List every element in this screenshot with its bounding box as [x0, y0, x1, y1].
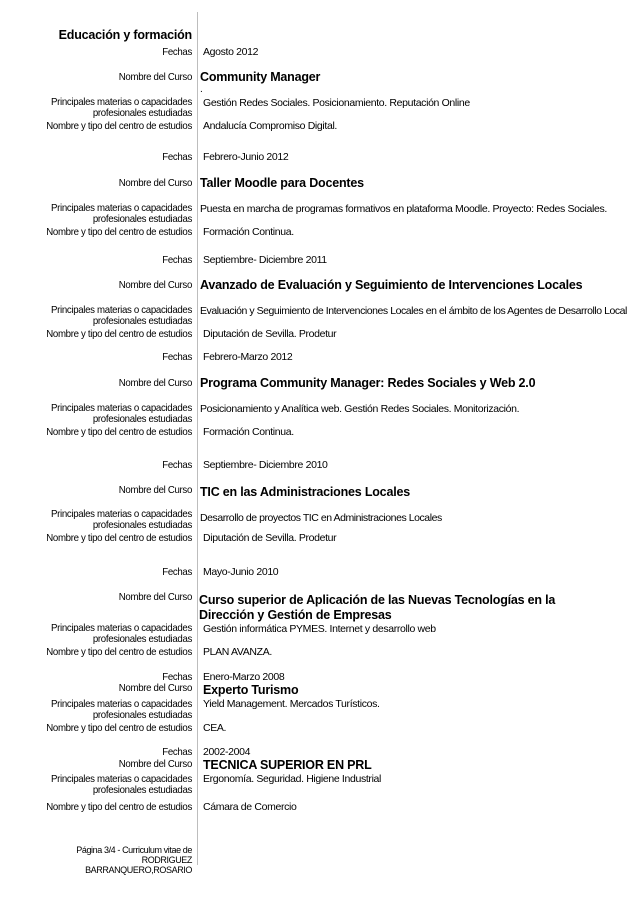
centro-label: Nombre y tipo del centro de estudios	[46, 722, 192, 734]
materias-value: Gestión Redes Sociales. Posicionamiento. Reputación Online	[203, 97, 470, 109]
fechas-label: Fechas	[162, 151, 192, 163]
centro-value: Cámara de Comercio	[203, 801, 297, 813]
materias-value: Desarrollo de proyectos TIC en Administraciones Locales	[200, 512, 442, 524]
materias-label: Principales materias o capacidades profesionales estudiadas	[50, 402, 192, 425]
centro-value: Diputación de Sevilla. Prodetur	[203, 532, 337, 544]
fechas-label: Fechas	[162, 459, 192, 471]
fechas-label: Fechas	[162, 46, 192, 58]
centro-label: Nombre y tipo del centro de estudios	[46, 532, 192, 544]
fechas-label: Fechas	[162, 746, 192, 758]
materias-value: Ergonomía. Seguridad. Higiene Industrial	[203, 773, 382, 785]
section-title: Educación y formación	[58, 28, 192, 42]
centro-label: Nombre y tipo del centro de estudios	[46, 646, 192, 658]
materias-label: Principales materias o capacidades profesionales estudiadas	[50, 202, 192, 225]
page-footer	[40, 845, 192, 875]
centro-label: Nombre y tipo del centro de estudios	[46, 328, 192, 340]
fechas-value: Septiembre- Diciembre 2011	[203, 254, 327, 266]
materias-label: Principales materias o capacidades profesionales estudiadas	[50, 622, 192, 645]
materias-value: Puesta en marcha de programas formativos en plataforma Moodle. Proyecto: Redes Sociales.	[200, 203, 607, 215]
centro-label: Nombre y tipo del centro de estudios	[46, 426, 192, 438]
materias-value: Evaluación y Seguimiento de Intervenciones Locales en el ámbito de los Agentes de Desarrollo Local	[200, 305, 627, 317]
fechas-label: Fechas	[162, 351, 192, 363]
materias-label: Principales materias o capacidades profesionales estudiadas	[50, 96, 192, 119]
fechas-value: Febrero-Junio 2012	[203, 151, 289, 163]
materias-value: Posicionamiento y Analítica web. Gestión Redes Sociales. Monitorización.	[200, 403, 520, 415]
curso-label: Nombre del Curso	[118, 682, 192, 694]
curso-label: Nombre del Curso	[118, 279, 192, 291]
materias-label: Principales materias o capacidades profesionales estudiadas	[50, 698, 192, 721]
centro-label: Nombre y tipo del centro de estudios	[46, 120, 192, 132]
curso-label: Nombre del Curso	[118, 591, 192, 603]
materias-label: Principales materias o capacidades profesionales estudiadas	[50, 304, 192, 327]
fechas-value: Enero-Marzo 2008	[203, 671, 285, 683]
curso-title: Community Manager	[200, 70, 321, 84]
curso-title: TIC en las Administraciones Locales	[200, 485, 410, 499]
centro-value: Diputación de Sevilla. Prodetur	[203, 328, 337, 340]
centro-value: CEA.	[203, 722, 227, 734]
centro-value: Andalucía Compromiso Digital.	[203, 120, 337, 132]
fechas-value: Febrero-Marzo 2012	[203, 351, 293, 363]
column-divider	[197, 12, 198, 865]
curso-label: Nombre del Curso	[118, 377, 192, 389]
curso-title: Programa Community Manager: Redes Sociales y Web 2.0	[200, 376, 536, 390]
curso-title: Taller Moodle para Docentes	[200, 176, 364, 190]
materias-value: Yield Management. Mercados Turísticos.	[203, 698, 380, 710]
fechas-label: Fechas	[162, 566, 192, 578]
curso-title: Curso superior de Aplicación de las Nuevas Tecnologías en la Dirección y Gestión de Empresas	[199, 593, 556, 622]
curso-title: TECNICA SUPERIOR EN PRL	[203, 758, 372, 772]
curso-title: Experto Turismo	[203, 683, 299, 697]
materias-label: Principales materias o capacidades profesionales estudiadas	[50, 508, 192, 531]
fechas-label: Fechas	[162, 671, 192, 683]
footer-author: RODRIGUEZ BARRANQUERO,ROSARIO	[85, 855, 192, 875]
curso-label: Nombre del Curso	[118, 71, 192, 83]
fechas-label: Fechas	[162, 254, 192, 266]
centro-value: Formación Continua.	[203, 426, 294, 438]
curso-title: Avanzado de Evaluación y Seguimiento de Intervenciones Locales	[200, 278, 583, 292]
centro-label: Nombre y tipo del centro de estudios	[46, 801, 192, 813]
curso-label: Nombre del Curso	[118, 758, 192, 770]
centro-label: Nombre y tipo del centro de estudios	[46, 226, 192, 238]
fechas-value: Mayo-Junio 2010	[203, 566, 279, 578]
curso-label: Nombre del Curso	[118, 484, 192, 496]
materias-label: Principales materias o capacidades profesionales estudiadas	[50, 773, 192, 796]
centro-value: Formación Continua.	[203, 226, 294, 238]
curso-label: Nombre del Curso	[118, 177, 192, 189]
fechas-value: 2002-2004	[203, 746, 251, 758]
materias-value: Gestión informática PYMES. Internet y desarrollo web	[203, 623, 436, 635]
centro-value: PLAN AVANZA.	[203, 646, 272, 658]
fechas-value: Agosto 2012	[203, 46, 259, 58]
stray-mark: .	[200, 84, 203, 95]
fechas-value: Septiembre- Diciembre 2010	[203, 459, 328, 471]
footer-page-info: Página 3/4 - Curriculum vitae de	[76, 845, 192, 855]
